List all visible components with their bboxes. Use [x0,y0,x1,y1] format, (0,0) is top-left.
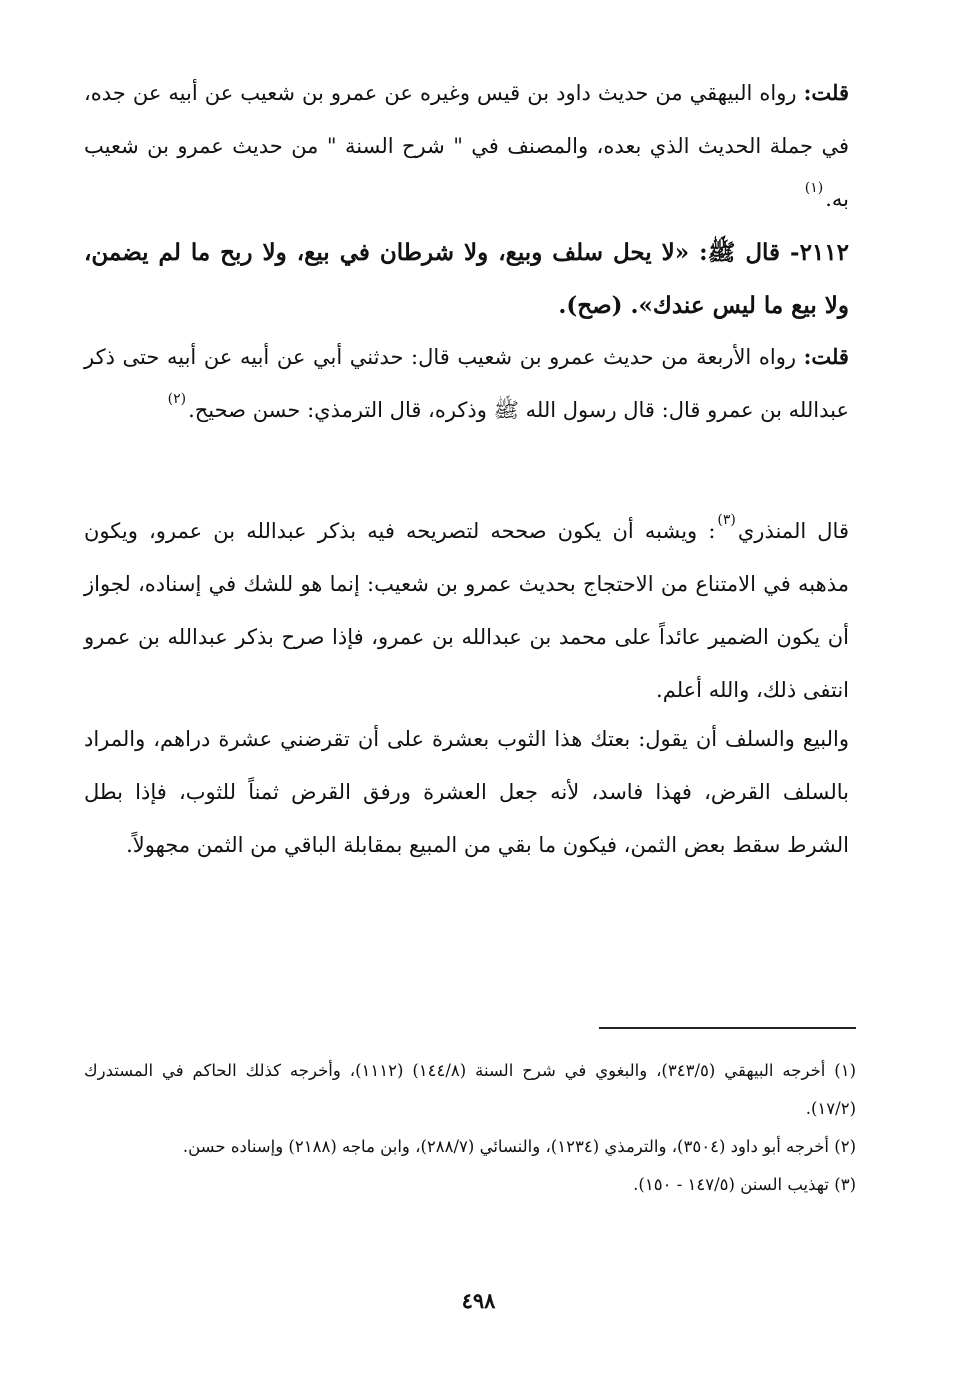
footnote-marker-3[interactable]: (٣) [717,512,736,528]
commentary-paragraph-1 [84,66,849,226]
commentary-text: رواه البيهقي من حديث داود بن قيس وغيره عن عمرو بن شعيب عن أبيه عن جده، في جملة الحديث الذي بعده، والمصنف في " شرح السنة " من حديث عمرو بن شعيب به. [84,81,849,211]
footnote-marker-1[interactable]: (١) [804,180,824,196]
footnote-divider [599,1027,856,1029]
qultu-label: قلت: [803,344,849,369]
commentary-text-after: : ويشبه أن يكون صححه لتصريحه فيه بذكر عبدالله بن عمرو، ويكون مذهبه في الامتناع من الاحتجاج بحديث عمرو بن شعيب: إنما هو للشك في إسناده، لجواز أن يكون الضمير عائداً على محمد بن عبدالله بن عمرو، فإذا صرح بذكر عبدالله بن عمرو انتفى ذلك، والله أعلم. [84,519,849,702]
footnote-marker-2[interactable]: (٢) [167,391,187,407]
commentary-paragraph-3 [84,505,849,717]
footnote-3: (٣) تهذيب السنن (١٤٧/٥ - ١٥٠). [633,1175,856,1194]
commentary-text: رواه الأربعة من حديث عمرو بن شعيب قال: حدثني أبي عن أبيه عن أبيه حتى ذكر عبدالله بن عمرو قال: قال رسول الله ﷺ وذكره، قال الترمذي: حسن صحيح. [84,345,849,422]
hadith-2112 [84,226,849,332]
commentary-paragraph-2 [84,330,849,437]
commentary-text-before: قال المنذري [737,519,849,543]
commentary-paragraph-4 [84,713,849,872]
page-number: ٤٩٨ [461,1288,496,1313]
hadith-text: ٢١١٢- قال ﷺ: «لا يحل سلف وبيع، ولا شرطان في بيع، ولا ربح ما لم يضمن، ولا بيع ما ليس عندك». (صح). [84,239,849,319]
commentary-text: والبيع والسلف أن يقول: بعتك هذا الثوب بعشرة على أن تقرضني عشرة دراهم، والمراد بالسلف القرض، فهذا فاسد، لأنه جعل العشرة ورفق القرض ثمناً للثوب، فإذا بطل الشرط سقط بعض الثمن، فيكون ما بقي من المبيع بمقابلة الباقي من الثمن مجهولاً. [84,727,849,857]
footnote-2: (٢) أخرجه أبو داود (٣٥٠٤)، والترمذي (١٢٣٤)، والنسائي (٢٨٨/٧)، وابن ماجه (٢١٨٨) وإسناده حسن. [182,1137,856,1156]
qultu-label: قلت: [803,80,849,105]
footnotes-section [84,1052,856,1204]
footnote-1: (١) أخرجه البيهقي (٣٤٣/٥)، والبغوي في شرح السنة (١٤٤/٨) (١١١٢)، وأخرجه كذلك الحاكم في المستدرك (١٧/٢). [84,1061,857,1118]
